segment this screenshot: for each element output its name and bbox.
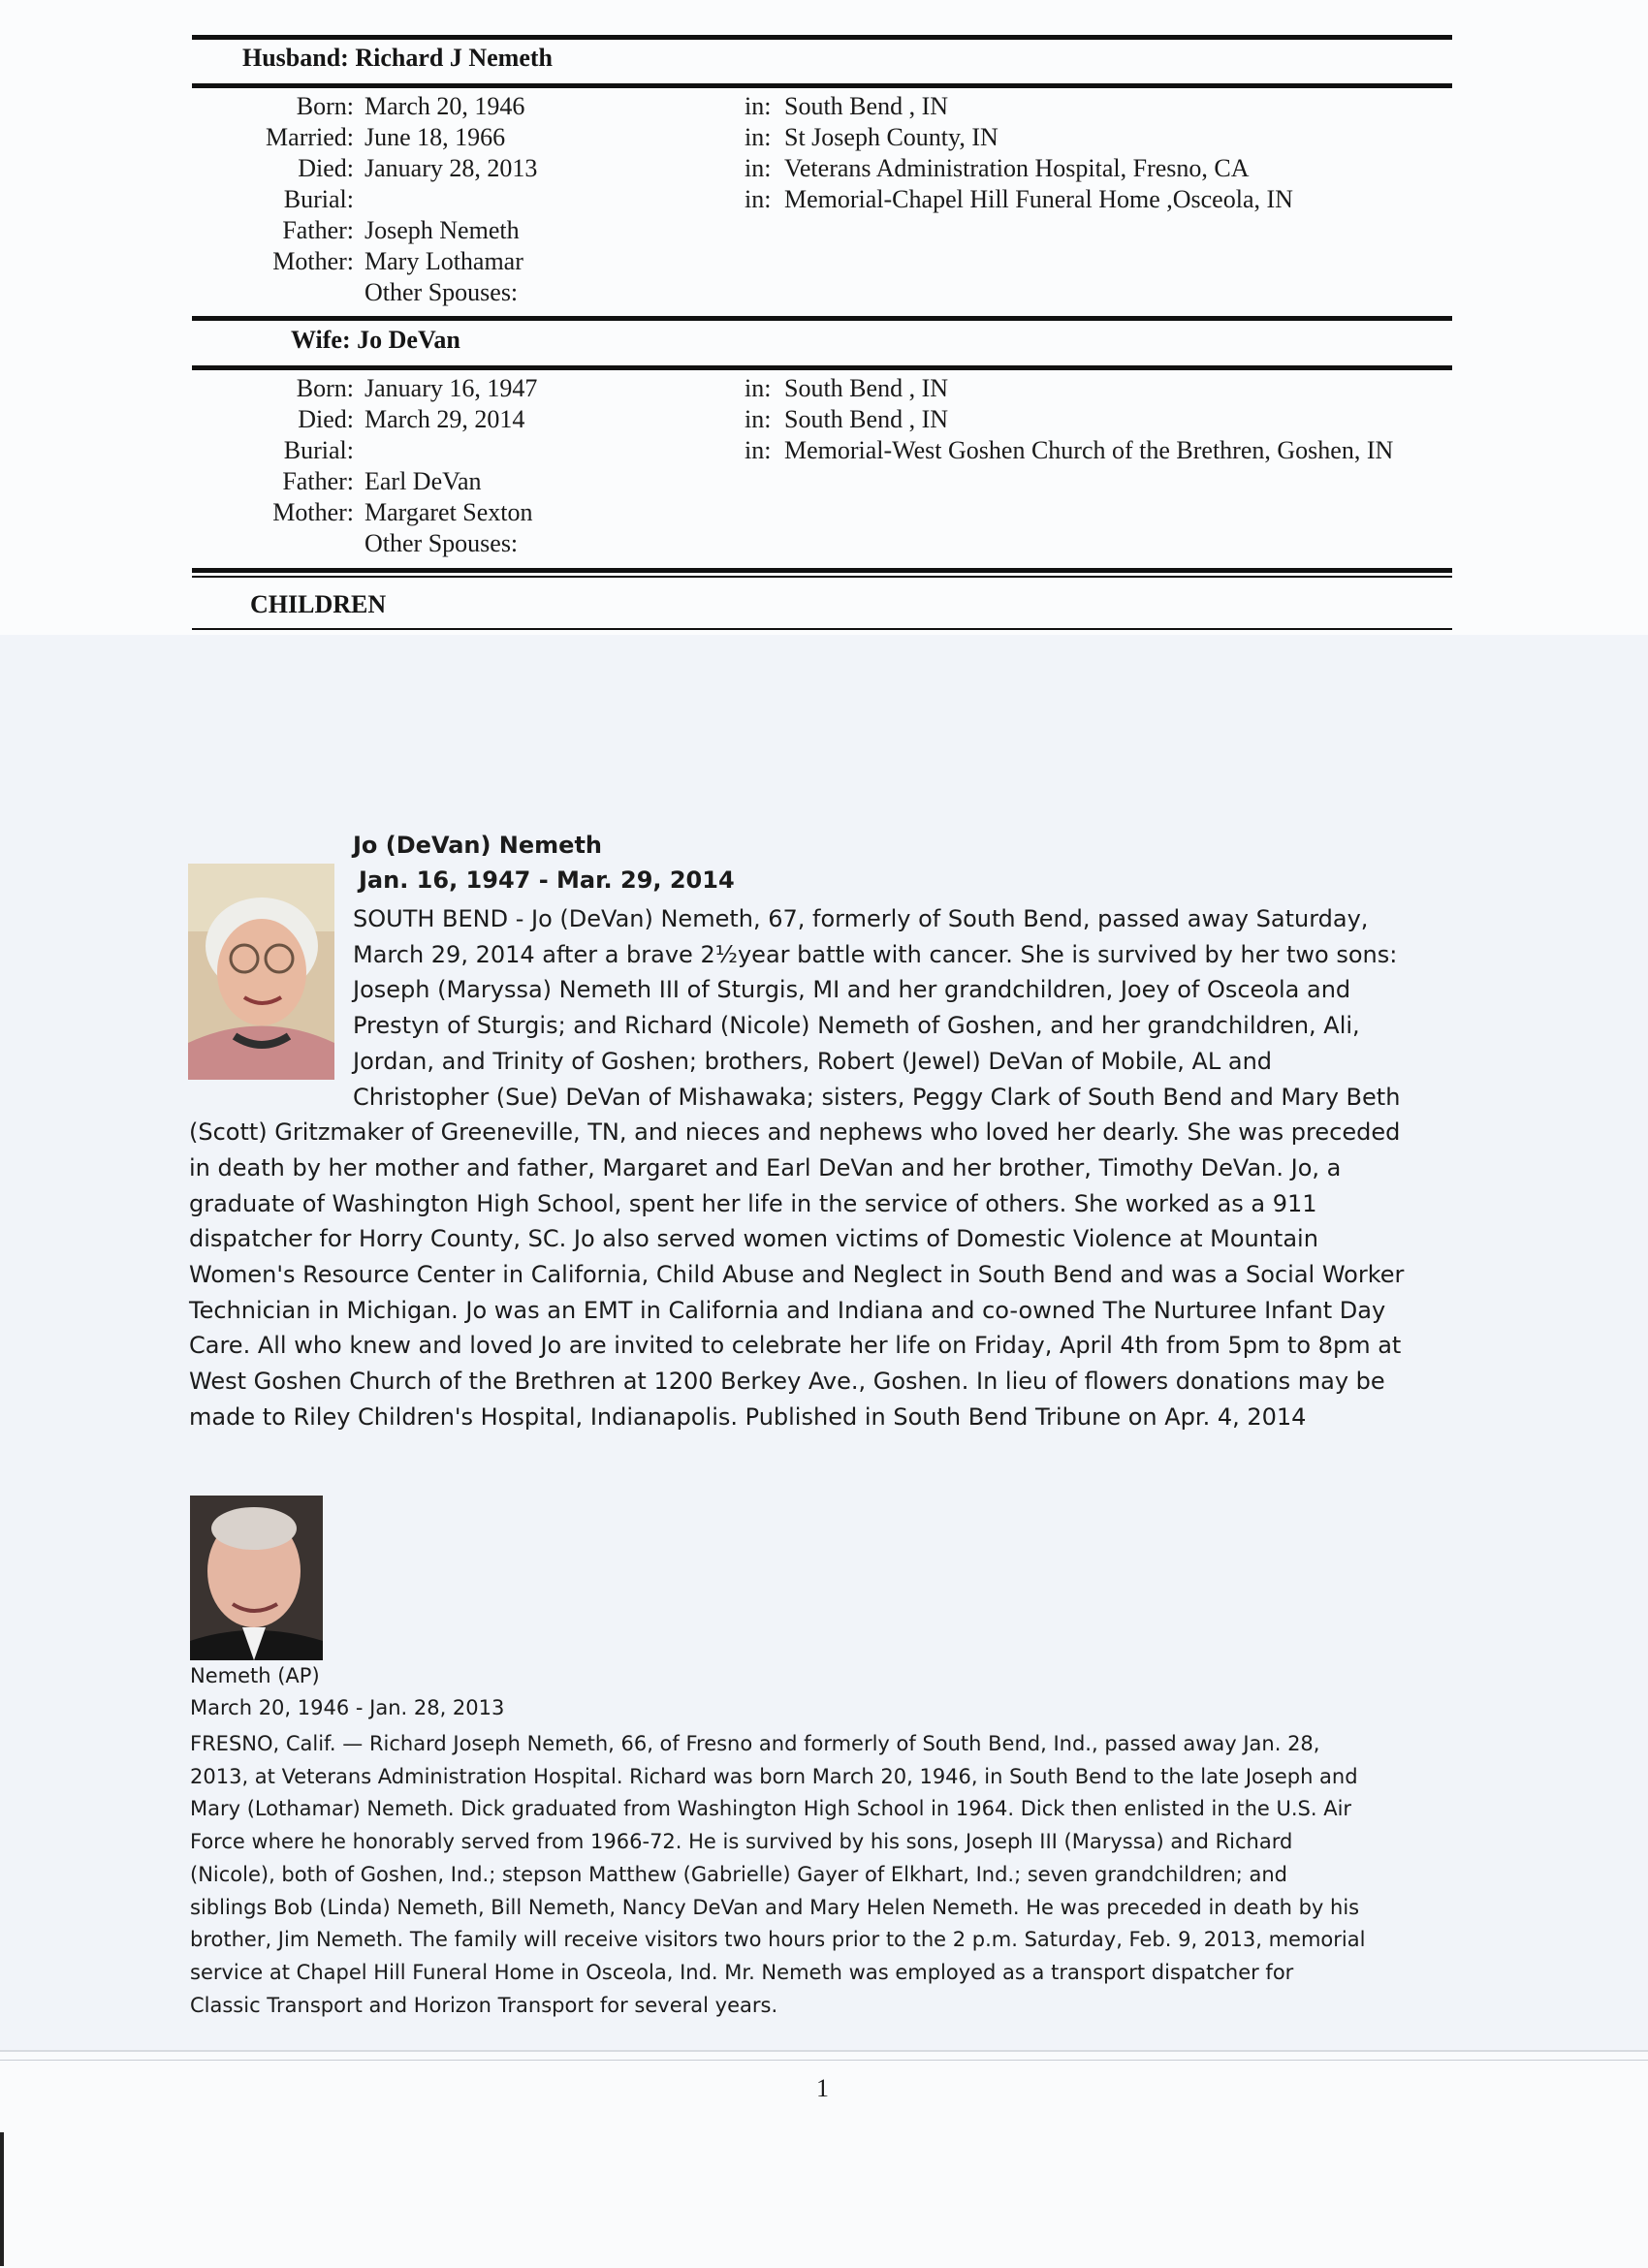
fact-value: March 20, 1946 xyxy=(364,92,525,120)
obituary-line: SOUTH BEND - Jo (DeVan) Nemeth, 67, formerly of South Bend, passed away Saturday, xyxy=(353,905,1369,932)
fact-label: Mother: xyxy=(272,247,354,275)
obituary-line: Joseph (Maryssa) Nemeth III of Sturgis, MI and her grandchildren, Joey of Osceola and xyxy=(353,976,1351,1004)
obituary-line: siblings Bob (Linda) Nemeth, Bill Nemeth, Nancy DeVan and Mary Helen Nemeth. He was preceded in death by his xyxy=(190,1895,1360,1919)
other-spouses-label: Other Spouses: xyxy=(364,529,519,557)
obituary-line: Jordan, and Trinity of Goshen; brothers, Robert (Jewel) DeVan of Mobile, AL and xyxy=(353,1047,1273,1075)
place-value: Memorial-West Goshen Church of the Brethren, Goshen, IN xyxy=(784,436,1394,464)
fact-label: Died: xyxy=(298,405,354,433)
husband-name: Richard J Nemeth xyxy=(355,44,553,72)
children-bottom-rule xyxy=(192,628,1452,630)
place-value: South Bend , IN xyxy=(784,374,948,402)
husband-top-rule xyxy=(192,35,1452,40)
place-label: in: xyxy=(745,436,772,464)
place-label: in: xyxy=(745,185,772,213)
richard-portrait-photo xyxy=(190,1496,323,1660)
obituary-line: Women's Resource Center in California, Child Abuse and Neglect in South Bend and was a Social Worker xyxy=(189,1261,1405,1289)
page-edge-line xyxy=(0,2060,1648,2061)
children-heading: CHILDREN xyxy=(250,590,387,618)
fact-value: Margaret Sexton xyxy=(364,498,533,526)
fact-label: Born: xyxy=(296,374,354,402)
obituary-line: Care. All who knew and loved Jo are invited to celebrate her life on Friday, April 4th from 5pm to 8pm at xyxy=(189,1332,1402,1360)
obituary-line: (Nicole), both of Goshen, Ind.; stepson Matthew (Gabrielle) Gayer of Elkhart, Ind.; seven grandchildren; and xyxy=(190,1862,1288,1886)
fact-value: January 28, 2013 xyxy=(364,154,538,182)
fact-value: June 18, 1966 xyxy=(364,123,506,151)
richard-obituary-text xyxy=(190,1728,1470,2022)
fact-label: Married: xyxy=(266,123,354,151)
other-spouses-label: Other Spouses: xyxy=(364,278,519,306)
fact-label: Father: xyxy=(282,467,354,495)
wife-bottom-rule xyxy=(192,365,1452,370)
children-top-rule xyxy=(192,568,1452,573)
obituary-line: brother, Jim Nemeth. The family will receive visitors two hours prior to the 2 p.m. Saturday, Feb. 9, 2013, memorial xyxy=(190,1928,1366,1952)
place-value: Veterans Administration Hospital, Fresno, CA xyxy=(784,154,1250,182)
place-value: South Bend , IN xyxy=(784,405,948,433)
fact-label: Born: xyxy=(296,92,354,120)
obituary-line: Force where he honorably served from 1966-72. He is survived by his sons, Joseph III (Maryssa) and Richard xyxy=(190,1830,1293,1854)
fact-label: Burial: xyxy=(283,185,354,213)
wife-heading xyxy=(291,326,460,355)
place-label: in: xyxy=(745,154,772,182)
obituary-line: service at Chapel Hill Funeral Home in Osceola, Ind. Mr. Nemeth was employed as a transport dispatcher for xyxy=(190,1960,1294,1984)
husband-heading-label: Husband: xyxy=(242,44,349,72)
obituary-line: Prestyn of Sturgis; and Richard (Nicole) Nemeth of Goshen, and her grandchildren, Ali, xyxy=(353,1012,1360,1040)
place-label: in: xyxy=(745,374,772,402)
obituary-line: graduate of Washington High School, spent her life in the service of others. She worked as a 911 xyxy=(189,1189,1317,1217)
husband-heading xyxy=(242,44,553,73)
place-label: in: xyxy=(745,405,772,433)
fact-label: Died: xyxy=(298,154,354,182)
fact-value: Earl DeVan xyxy=(364,467,482,495)
obituary-line: (Scott) Gritzmaker of Greeneville, TN, and nieces and nephews who loved her dearly. She was preceded xyxy=(189,1118,1401,1147)
obituary-line: Classic Transport and Horizon Transport for several years. xyxy=(190,1993,778,2017)
obituary-line: dispatcher for Horry County, SC. Jo also served women victims of Domestic Violence at Mountain xyxy=(189,1225,1318,1253)
fact-label: Burial: xyxy=(283,436,354,464)
jo-obituary-dates: Jan. 16, 1947 - Mar. 29, 2014 xyxy=(359,866,735,894)
obituary-line: March 29, 2014 after a brave 2½year battle with cancer. She is survived by her two sons: xyxy=(353,940,1398,968)
obituary-line: FRESNO, Calif. — Richard Joseph Nemeth, 66, of Fresno and formerly of South Bend, Ind., passed away Jan. 28, xyxy=(190,1732,1320,1755)
place-value: South Bend , IN xyxy=(784,92,948,120)
fact-value: March 29, 2014 xyxy=(364,405,525,433)
obituary-line: Technician in Michigan. Jo was an EMT in California and Indiana and co-owned The Nurturee Infant Day xyxy=(189,1296,1386,1324)
obituary-line: 2013, at Veterans Administration Hospital. Richard was born March 20, 1946, in South Bend to the late Joseph and xyxy=(190,1764,1358,1788)
fact-value: Mary Lothamar xyxy=(364,247,523,275)
fact-value: Joseph Nemeth xyxy=(364,216,520,244)
obituary-line: made to Riley Children's Hospital, Indianapolis. Published in South Bend Tribune on Apr. 4, 2014 xyxy=(189,1402,1307,1431)
obituary-line: Christopher (Sue) DeVan of Mishawaka; sisters, Peggy Clark of South Bend and Mary Beth xyxy=(353,1083,1401,1111)
fact-label: Father: xyxy=(282,216,354,244)
place-value: St Joseph County, IN xyxy=(784,123,998,151)
place-label: in: xyxy=(745,123,772,151)
richard-portrait-image xyxy=(190,1496,323,1660)
obituary-line: Mary (Lothamar) Nemeth. Dick graduated from Washington High School in 1964. Dick then enlisted in the U.S. Air xyxy=(190,1797,1352,1821)
children-top-rule-thin xyxy=(192,576,1452,578)
wife-name: Jo DeVan xyxy=(357,326,460,354)
place-label: in: xyxy=(745,92,772,120)
obituary-line: in death by her mother and father, Margaret and Earl DeVan and her brother, Timothy DeVan. Jo, a xyxy=(189,1153,1342,1181)
jo-obituary-name: Jo (DeVan) Nemeth xyxy=(353,832,603,859)
place-value: Memorial-Chapel Hill Funeral Home ,Osceola, IN xyxy=(784,185,1293,213)
page-number: 1 xyxy=(816,2074,829,2102)
obituary-line: West Goshen Church of the Brethren at 1200 Berkey Ave., Goshen. In lieu of flowers donations may be xyxy=(189,1368,1385,1396)
wife-top-rule xyxy=(192,316,1452,321)
fact-value: January 16, 1947 xyxy=(364,374,538,402)
jo-obituary-text xyxy=(189,901,1478,1435)
husband-bottom-rule xyxy=(192,83,1452,88)
fact-label: Mother: xyxy=(272,498,354,526)
richard-obituary-dates: March 20, 1946 - Jan. 28, 2013 xyxy=(190,1696,505,1719)
richard-obituary-name: Nemeth (AP) xyxy=(190,1664,320,1687)
wife-heading-label: Wife: xyxy=(291,326,351,354)
scan-corner-mark xyxy=(0,2132,4,2266)
